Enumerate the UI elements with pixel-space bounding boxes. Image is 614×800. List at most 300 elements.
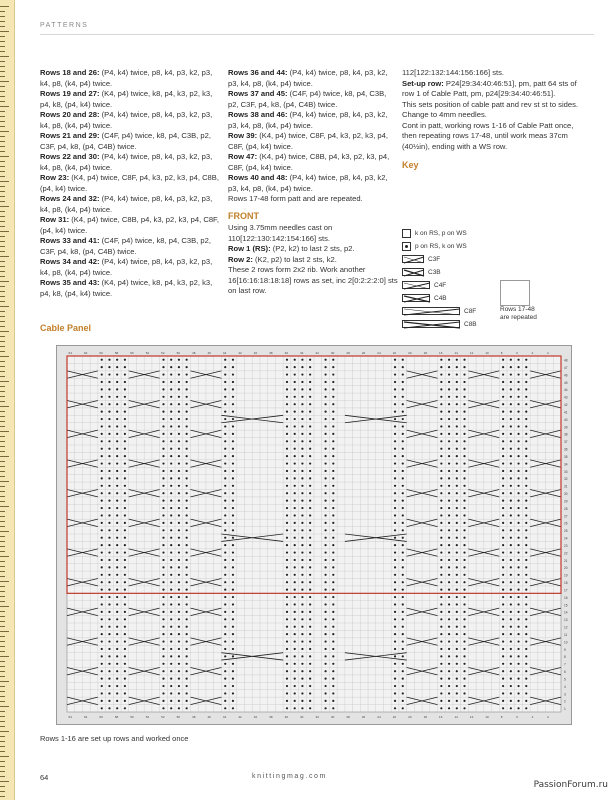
- purl-dot: [116, 529, 118, 531]
- ruler-tick: [0, 296, 5, 297]
- purl-dot: [402, 551, 404, 553]
- purl-dot: [301, 655, 303, 657]
- purl-dot: [394, 462, 396, 464]
- purl-dot: [178, 678, 180, 680]
- purl-dot: [162, 692, 164, 694]
- purl-dot: [224, 522, 226, 524]
- purl-dot: [301, 581, 303, 583]
- instruction-row-label: Row 39:: [228, 131, 258, 140]
- purl-dot: [108, 559, 110, 561]
- purl-dot: [510, 574, 512, 576]
- purl-dot: [162, 685, 164, 687]
- purl-dot: [232, 529, 234, 531]
- purl-dot: [510, 470, 512, 472]
- purl-dot: [517, 529, 519, 531]
- ruler-tick: [0, 111, 5, 112]
- purl-dot: [178, 470, 180, 472]
- purl-dot: [502, 663, 504, 665]
- purl-dot: [301, 574, 303, 576]
- purl-dot: [463, 618, 465, 620]
- instruction-row-label: Row 2:: [228, 254, 253, 264]
- purl-dot: [294, 581, 296, 583]
- instruction-row: [228, 110, 398, 131]
- purl-dot: [324, 514, 326, 516]
- purl-dot: [502, 396, 504, 398]
- purl-dot: [324, 455, 326, 457]
- purl-dot: [517, 663, 519, 665]
- purl-dot: [178, 663, 180, 665]
- purl-dot: [224, 440, 226, 442]
- purl-dot: [517, 618, 519, 620]
- purl-dot: [309, 514, 311, 516]
- ruler-tick: [0, 486, 5, 487]
- dot-square-icon: [402, 242, 411, 251]
- purl-dot: [294, 618, 296, 620]
- purl-dot: [440, 388, 442, 390]
- purl-dot: [463, 396, 465, 398]
- purl-dot: [394, 522, 396, 524]
- purl-dot: [332, 485, 334, 487]
- purl-dot: [232, 462, 234, 464]
- ruler-tick: [0, 596, 5, 597]
- purl-dot: [332, 648, 334, 650]
- row-number: 19: [564, 573, 568, 578]
- purl-dot: [394, 589, 396, 591]
- purl-dot: [502, 455, 504, 457]
- purl-dot: [170, 425, 172, 427]
- purl-dot: [510, 418, 512, 420]
- purl-dot: [162, 492, 164, 494]
- purl-dot: [332, 411, 334, 413]
- col-number: 42: [238, 351, 242, 355]
- purl-dot: [170, 663, 172, 665]
- purl-dot: [170, 551, 172, 553]
- row-number: 25: [564, 529, 568, 534]
- purl-dot: [101, 470, 103, 472]
- purl-dot: [232, 425, 234, 427]
- purl-dot: [332, 574, 334, 576]
- purl-dot: [525, 425, 527, 427]
- purl-dot: [402, 455, 404, 457]
- purl-dot: [456, 685, 458, 687]
- purl-dot: [456, 551, 458, 553]
- purl-dot: [294, 500, 296, 502]
- purl-dot: [294, 640, 296, 642]
- purl-dot: [463, 470, 465, 472]
- purl-dot: [224, 700, 226, 702]
- ruler-tick: [0, 286, 5, 287]
- purl-dot: [456, 707, 458, 709]
- purl-dot: [124, 551, 126, 553]
- instruction-row-text: (P4, k4) twice, p8, k4, p3, k2, p3, k4, p8, (k4, p4) twice.: [228, 173, 388, 193]
- purl-dot: [463, 707, 465, 709]
- purl-dot: [116, 537, 118, 539]
- purl-dot: [294, 663, 296, 665]
- purl-dot: [463, 485, 465, 487]
- purl-dot: [301, 537, 303, 539]
- purl-dot: [101, 492, 103, 494]
- ruler-tick: [0, 371, 5, 372]
- ruler-tick: [0, 551, 5, 552]
- purl-dot: [101, 433, 103, 435]
- purl-dot: [448, 396, 450, 398]
- purl-dot: [108, 551, 110, 553]
- col-number: 10: [485, 351, 489, 355]
- purl-dot: [510, 544, 512, 546]
- purl-dot: [108, 611, 110, 613]
- purl-dot: [309, 640, 311, 642]
- purl-dot: [463, 433, 465, 435]
- purl-dot: [456, 492, 458, 494]
- purl-dot: [170, 440, 172, 442]
- purl-dot: [108, 633, 110, 635]
- purl-dot: [170, 500, 172, 502]
- purl-dot: [232, 655, 234, 657]
- purl-dot: [101, 448, 103, 450]
- purl-dot: [116, 574, 118, 576]
- purl-dot: [394, 574, 396, 576]
- purl-dot: [517, 678, 519, 680]
- purl-dot: [224, 559, 226, 561]
- instruction-row-label: Rows 19 and 27:: [40, 89, 100, 98]
- purl-dot: [232, 670, 234, 672]
- purl-dot: [124, 566, 126, 568]
- purl-dot: [456, 544, 458, 546]
- purl-dot: [332, 462, 334, 464]
- purl-dot: [286, 611, 288, 613]
- purl-dot: [332, 522, 334, 524]
- purl-dot: [224, 692, 226, 694]
- purl-dot: [463, 403, 465, 405]
- instruction-row-label: Rows 22 and 30:: [40, 152, 100, 161]
- purl-dot: [162, 574, 164, 576]
- purl-dot: [301, 462, 303, 464]
- instruction-row-label: Row 31:: [40, 215, 70, 224]
- purl-dot: [309, 692, 311, 694]
- col-number: 20: [408, 351, 412, 355]
- purl-dot: [294, 544, 296, 546]
- purl-dot: [232, 707, 234, 709]
- purl-dot: [309, 366, 311, 368]
- purl-dot: [124, 559, 126, 561]
- purl-dot: [101, 544, 103, 546]
- purl-dot: [456, 603, 458, 605]
- purl-dot: [502, 522, 504, 524]
- purl-dot: [448, 685, 450, 687]
- purl-dot: [124, 692, 126, 694]
- purl-dot: [232, 522, 234, 524]
- purl-dot: [170, 559, 172, 561]
- purl-dot: [332, 433, 334, 435]
- purl-dot: [124, 626, 126, 628]
- purl-dot: [309, 589, 311, 591]
- purl-dot: [232, 470, 234, 472]
- purl-dot: [402, 403, 404, 405]
- purl-dot: [186, 685, 188, 687]
- col-number: 30: [330, 351, 335, 355]
- purl-dot: [456, 537, 458, 539]
- purl-dot: [170, 492, 172, 494]
- instruction-row: [228, 173, 398, 194]
- purl-dot: [162, 522, 164, 524]
- purl-dot: [402, 514, 404, 516]
- ruler-tick: [0, 496, 5, 497]
- purl-dot: [101, 507, 103, 509]
- purl-dot: [162, 663, 164, 665]
- purl-dot: [332, 381, 334, 383]
- purl-dot: [309, 485, 311, 487]
- purl-dot: [301, 492, 303, 494]
- purl-dot: [394, 359, 396, 361]
- purl-dot: [517, 411, 519, 413]
- purl-dot: [332, 655, 334, 657]
- ruler-tick: [0, 126, 5, 127]
- purl-dot: [463, 477, 465, 479]
- purl-dot: [232, 589, 234, 591]
- purl-dot: [232, 603, 234, 605]
- purl-dot: [124, 411, 126, 413]
- instruction-row-label: Rows 24 and 32:: [40, 194, 100, 203]
- purl-dot: [517, 581, 519, 583]
- purl-dot: [232, 692, 234, 694]
- purl-dot: [502, 700, 504, 702]
- purl-dot: [286, 618, 288, 620]
- purl-dot: [108, 685, 110, 687]
- col-number: 24: [377, 351, 381, 355]
- purl-dot: [502, 448, 504, 450]
- ruler-tick: [0, 76, 5, 77]
- purl-dot: [124, 589, 126, 591]
- purl-dot: [440, 359, 442, 361]
- purl-dot: [186, 462, 188, 464]
- purl-dot: [224, 514, 226, 516]
- purl-dot: [301, 403, 303, 405]
- purl-dot: [448, 618, 450, 620]
- col-number: 34: [300, 715, 304, 719]
- purl-dot: [502, 648, 504, 650]
- purl-dot: [116, 522, 118, 524]
- purl-dot: [463, 589, 465, 591]
- purl-dot: [324, 470, 326, 472]
- purl-dot: [108, 707, 110, 709]
- row-number: 21: [564, 558, 568, 563]
- purl-dot: [309, 381, 311, 383]
- purl-dot: [162, 462, 164, 464]
- purl-dot: [456, 514, 458, 516]
- purl-dot: [301, 559, 303, 561]
- purl-dot: [440, 618, 442, 620]
- purl-dot: [108, 544, 110, 546]
- row-number: 4: [564, 684, 566, 689]
- purl-dot: [101, 359, 103, 361]
- ruler-tick: [0, 141, 5, 142]
- col-number: 4: [531, 351, 534, 355]
- ruler-tick: [0, 726, 5, 727]
- purl-dot: [116, 566, 118, 568]
- key-item-label: C4F: [434, 281, 447, 289]
- purl-dot: [224, 537, 226, 539]
- purl-dot: [517, 514, 519, 516]
- purl-dot: [502, 692, 504, 694]
- purl-dot: [440, 537, 442, 539]
- purl-dot: [101, 529, 103, 531]
- purl-dot: [162, 670, 164, 672]
- purl-dot: [510, 388, 512, 390]
- purl-dot: [224, 462, 226, 464]
- purl-dot: [162, 566, 164, 568]
- key-item-label: k on RS, p on WS: [415, 229, 467, 237]
- purl-dot: [286, 655, 288, 657]
- purl-dot: [178, 403, 180, 405]
- purl-dot: [162, 425, 164, 427]
- purl-dot: [510, 692, 512, 694]
- ruler-tick: [0, 301, 5, 302]
- purl-dot: [463, 611, 465, 613]
- purl-dot: [309, 470, 311, 472]
- purl-dot: [108, 500, 110, 502]
- purl-dot: [448, 373, 450, 375]
- key-title: Key: [402, 160, 419, 170]
- purl-dot: [294, 477, 296, 479]
- instruction-row-text: (K4, p4) twice, k8, p4, k3, p2, k3, p4, k8, (p4, k4) twice.: [40, 278, 213, 298]
- row-number: 16: [564, 595, 568, 600]
- purl-dot: [309, 403, 311, 405]
- purl-dot: [124, 685, 126, 687]
- purl-dot: [332, 514, 334, 516]
- purl-dot: [440, 700, 442, 702]
- cable-c4b-icon: [402, 294, 430, 302]
- purl-dot: [517, 433, 519, 435]
- row-number: 15: [564, 603, 568, 608]
- instruction-row-text: (C4F, p4) twice, k8, p4, C3B, p2, C3F, p4, k8, (p4, C4B) twice.: [40, 131, 211, 151]
- purl-dot: [394, 485, 396, 487]
- purl-dot: [517, 633, 519, 635]
- purl-dot: [510, 359, 512, 361]
- ruler-tick: [0, 376, 5, 377]
- ruler-tick: [0, 421, 5, 422]
- purl-dot: [186, 529, 188, 531]
- purl-dot: [301, 678, 303, 680]
- purl-dot: [394, 418, 396, 420]
- purl-dot: [402, 359, 404, 361]
- purl-dot: [178, 359, 180, 361]
- purl-dot: [286, 566, 288, 568]
- purl-dot: [525, 462, 527, 464]
- purl-dot: [309, 581, 311, 583]
- purl-dot: [332, 640, 334, 642]
- purl-dot: [448, 477, 450, 479]
- purl-dot: [186, 455, 188, 457]
- purl-dot: [232, 640, 234, 642]
- purl-dot: [108, 700, 110, 702]
- purl-dot: [294, 559, 296, 561]
- purl-dot: [224, 448, 226, 450]
- purl-dot: [440, 373, 442, 375]
- purl-dot: [394, 381, 396, 383]
- purl-dot: [309, 566, 311, 568]
- ruler-tick: [0, 601, 5, 602]
- purl-dot: [116, 381, 118, 383]
- purl-dot: [294, 418, 296, 420]
- purl-dot: [232, 537, 234, 539]
- ruler-tick: [0, 796, 5, 797]
- purl-dot: [502, 678, 504, 680]
- ruler-tick: [0, 356, 9, 357]
- purl-dot: [170, 611, 172, 613]
- pattern-column-3: [402, 68, 582, 171]
- ruler-tick: [0, 256, 9, 257]
- ruler-tick: [0, 156, 9, 157]
- purl-dot: [324, 707, 326, 709]
- ruler-tick: [0, 781, 9, 782]
- purl-dot: [186, 551, 188, 553]
- instruction-row-text: (P2, k2) to last 2 sts, p2.: [270, 244, 355, 253]
- purl-dot: [101, 700, 103, 702]
- key-item-label: C8F: [464, 307, 477, 315]
- purl-dot: [517, 603, 519, 605]
- purl-dot: [286, 514, 288, 516]
- purl-dot: [510, 685, 512, 687]
- purl-dot: [186, 359, 188, 361]
- col-number: 26: [361, 715, 366, 719]
- col-number: 26: [361, 351, 366, 355]
- purl-dot: [294, 485, 296, 487]
- purl-dot: [332, 403, 334, 405]
- purl-dot: [170, 477, 172, 479]
- purl-dot: [116, 670, 118, 672]
- col-number: 50: [176, 351, 180, 355]
- purl-dot: [332, 700, 334, 702]
- purl-dot: [448, 551, 450, 553]
- purl-dot: [510, 633, 512, 635]
- ruler-tick: [0, 106, 9, 107]
- ruler-tick: [0, 196, 5, 197]
- purl-dot: [456, 655, 458, 657]
- purl-dot: [448, 596, 450, 598]
- purl-dot: [324, 692, 326, 694]
- col-number: 32: [315, 351, 319, 355]
- col-number: 14: [454, 715, 458, 719]
- purl-dot: [101, 462, 103, 464]
- purl-dot: [108, 455, 110, 457]
- purl-dot: [232, 411, 234, 413]
- instruction-row-text: (C4F, p4) twice, k8, p4, C3B, p2, C3F, p4, k8, (p4, C4B) twice.: [40, 236, 211, 256]
- purl-dot: [463, 692, 465, 694]
- purl-dot: [162, 618, 164, 620]
- purl-dot: [324, 411, 326, 413]
- ruler-tick: [0, 526, 5, 527]
- purl-dot: [463, 566, 465, 568]
- purl-dot: [402, 425, 404, 427]
- purl-dot: [108, 373, 110, 375]
- col-number: 52: [161, 715, 165, 719]
- purl-dot: [309, 411, 311, 413]
- purl-dot: [162, 551, 164, 553]
- purl-dot: [232, 566, 234, 568]
- row-number: 9: [564, 647, 566, 652]
- ruler-tick: [0, 556, 9, 557]
- purl-dot: [456, 574, 458, 576]
- purl-dot: [294, 655, 296, 657]
- purl-dot: [124, 678, 126, 680]
- row-number: 31: [564, 484, 568, 489]
- purl-dot: [394, 403, 396, 405]
- purl-dot: [440, 589, 442, 591]
- purl-dot: [170, 485, 172, 487]
- purl-dot: [402, 670, 404, 672]
- purl-dot: [510, 700, 512, 702]
- purl-dot: [294, 678, 296, 680]
